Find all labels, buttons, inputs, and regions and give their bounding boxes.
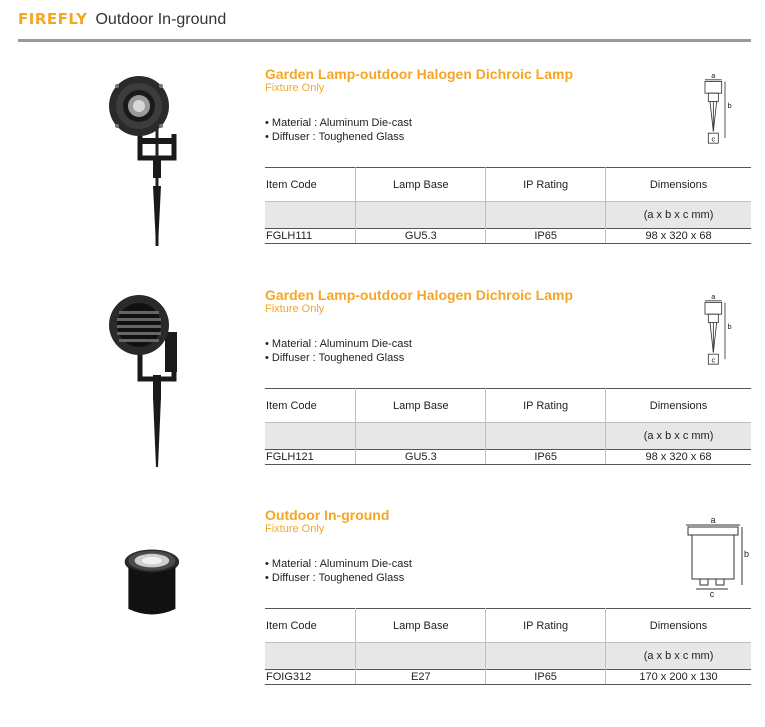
page-header	[18, 10, 226, 36]
item-code: FGLH111	[265, 229, 356, 244]
dimension-units: (a x b x c mm)	[606, 202, 751, 229]
lamp-base: GU5.3	[356, 229, 486, 244]
dimension-diagram	[678, 513, 748, 603]
section-title: Outdoor In-ground	[95, 11, 227, 28]
spec-diffuser: • Diffuser : Toughened Glass	[265, 131, 405, 143]
col-lamp-base: Lamp Base	[356, 389, 486, 423]
spec-diffuser: • Diffuser : Toughened Glass	[265, 572, 405, 584]
dim-label-c: c	[709, 589, 715, 599]
product-subtitle: Fixture Only	[265, 303, 325, 315]
product-title: Outdoor In-ground	[265, 507, 390, 523]
dimension-diagram	[690, 285, 740, 375]
brand-logo: FIREFLY	[18, 10, 88, 28]
col-ip-rating: IP Rating	[486, 389, 606, 423]
dimension-units: (a x b x c mm)	[606, 423, 751, 450]
col-dimensions: Dimensions	[606, 168, 751, 202]
dimensions: 170 x 200 x 130	[606, 670, 751, 685]
item-code: FOIG312	[265, 670, 356, 685]
item-code: FGLH121	[265, 450, 356, 465]
product-card	[0, 507, 765, 727]
col-dimensions: Dimensions	[606, 389, 751, 423]
product-title: Garden Lamp-outdoor Halogen Dichroic Lamp	[265, 66, 574, 82]
dim-label-c: c	[711, 134, 716, 144]
dimensions: 98 x 320 x 68	[606, 450, 751, 465]
spec-table	[265, 388, 751, 465]
product-card	[0, 66, 765, 286]
col-item-code: Item Code	[265, 168, 356, 202]
dimensions: 98 x 320 x 68	[606, 229, 751, 244]
dim-label-a: a	[711, 292, 716, 302]
product-subtitle: Fixture Only	[265, 82, 325, 94]
table-row	[265, 229, 751, 244]
table-row	[265, 670, 751, 685]
col-lamp-base: Lamp Base	[356, 168, 486, 202]
product-card	[0, 287, 765, 507]
spec-material: • Material : Aluminum Die-cast	[265, 558, 412, 570]
dim-label-b: b	[727, 322, 732, 332]
dim-label-a: a	[711, 71, 716, 81]
col-item-code: Item Code	[265, 389, 356, 423]
product-title: Garden Lamp-outdoor Halogen Dichroic Lamp	[265, 287, 574, 303]
dimension-units: (a x b x c mm)	[606, 643, 751, 670]
inground-uplight-icon	[95, 547, 215, 677]
dimension-diagram	[690, 64, 740, 154]
spec-material: • Material : Aluminum Die-cast	[265, 338, 412, 350]
dim-label-b: b	[727, 101, 732, 111]
spec-diffuser: • Diffuser : Toughened Glass	[265, 352, 405, 364]
dim-label-c: c	[711, 355, 716, 365]
ip-rating: IP65	[486, 450, 606, 465]
col-dimensions: Dimensions	[606, 609, 751, 643]
product-subtitle: Fixture Only	[265, 523, 325, 535]
ip-rating: IP65	[486, 670, 606, 685]
lamp-base: GU5.3	[356, 450, 486, 465]
table-row	[265, 450, 751, 465]
spec-material: • Material : Aluminum Die-cast	[265, 117, 412, 129]
col-item-code: Item Code	[265, 609, 356, 643]
col-lamp-base: Lamp Base	[356, 609, 486, 643]
spike-spotlight-round-icon	[95, 66, 215, 276]
lamp-base: E27	[356, 670, 486, 685]
spike-spotlight-louvre-icon	[95, 287, 215, 497]
col-ip-rating: IP Rating	[486, 609, 606, 643]
spec-table	[265, 608, 751, 685]
ip-rating: IP65	[486, 229, 606, 244]
dim-label-b: b	[744, 549, 750, 559]
spec-table	[265, 167, 751, 244]
col-ip-rating: IP Rating	[486, 168, 606, 202]
dim-label-a: a	[710, 515, 716, 525]
header-divider	[18, 39, 751, 42]
